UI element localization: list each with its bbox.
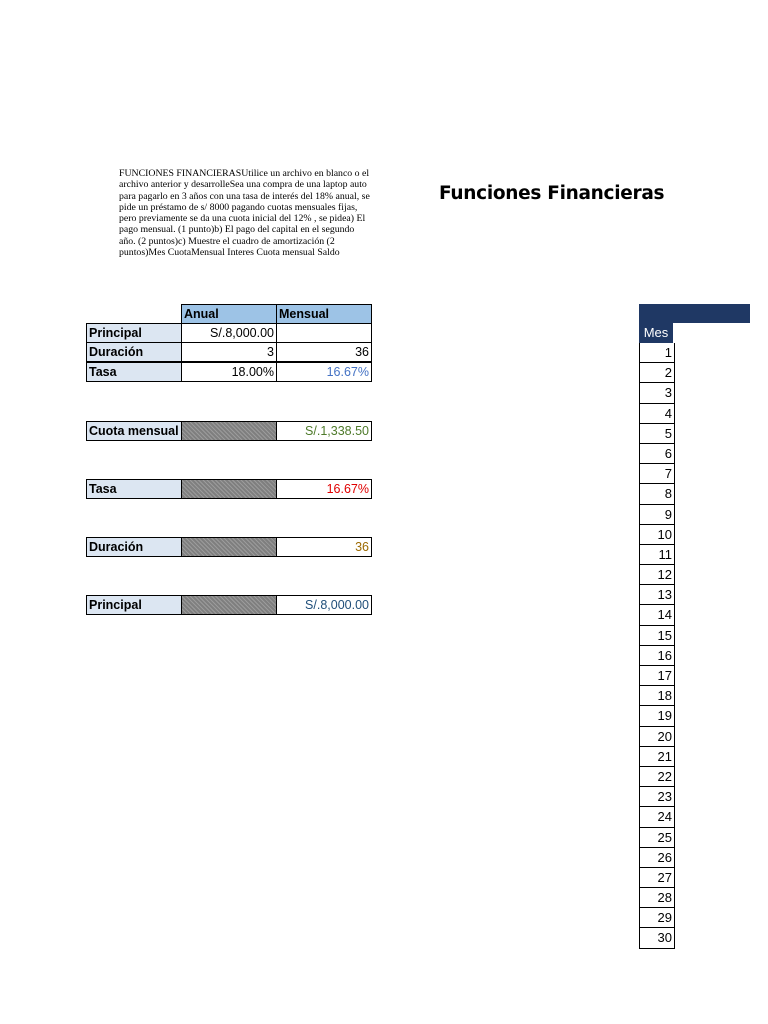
mes-row[interactable]: 29 <box>640 908 674 928</box>
mes-row[interactable]: 9 <box>640 505 674 525</box>
mes-row[interactable]: 16 <box>640 646 674 666</box>
mes-row[interactable]: 18 <box>640 686 674 706</box>
mes-row[interactable]: 11 <box>640 545 674 565</box>
mes-row[interactable]: 13 <box>640 585 674 605</box>
mes-row[interactable]: 17 <box>640 666 674 686</box>
cuota-hatched-cell[interactable] <box>181 421 277 441</box>
cuota-mensual-label[interactable]: Cuota mensual <box>86 421 182 441</box>
row-label-principal[interactable]: Principal <box>86 323 182 343</box>
mes-row[interactable]: 2 <box>640 363 674 383</box>
mes-row[interactable]: 27 <box>640 868 674 888</box>
mes-row[interactable]: 6 <box>640 444 674 464</box>
principal-mensual-cell[interactable] <box>276 323 372 343</box>
mes-row[interactable]: 15 <box>640 626 674 646</box>
mes-row[interactable]: 12 <box>640 565 674 585</box>
mes-row[interactable]: 21 <box>640 747 674 767</box>
tasa-hatched-cell[interactable] <box>181 479 277 499</box>
principal-result-value[interactable]: S/.8,000.00 <box>276 595 372 615</box>
mes-row[interactable]: 25 <box>640 828 674 848</box>
duracion-result-label[interactable]: Duración <box>86 537 182 557</box>
mes-row[interactable]: 20 <box>640 727 674 747</box>
row-label-tasa[interactable]: Tasa <box>86 362 182 382</box>
mes-row[interactable]: 24 <box>640 807 674 827</box>
mes-row[interactable]: 7 <box>640 464 674 484</box>
tasa-anual-cell[interactable]: 18.00% <box>181 362 277 382</box>
tasa-result-label[interactable]: Tasa <box>86 479 182 499</box>
duracion-anual-cell[interactable]: 3 <box>181 342 277 362</box>
row-label-duracion[interactable]: Duración <box>86 342 182 362</box>
mes-row[interactable]: 28 <box>640 888 674 908</box>
mes-row[interactable]: 22 <box>640 767 674 787</box>
mes-row[interactable]: 10 <box>640 525 674 545</box>
amortization-header-band <box>639 304 750 323</box>
mes-row[interactable]: 26 <box>640 848 674 868</box>
tasa-mensual-cell[interactable]: 16.67% <box>276 362 372 382</box>
principal-result-label[interactable]: Principal <box>86 595 182 615</box>
principal-hatched-cell[interactable] <box>181 595 277 615</box>
mes-row[interactable]: 5 <box>640 424 674 444</box>
duracion-result-value[interactable]: 36 <box>276 537 372 557</box>
mes-row[interactable]: 14 <box>640 605 674 625</box>
mes-column-header[interactable]: Mes <box>639 323 673 343</box>
cuota-mensual-value[interactable]: S/.1,338.50 <box>276 421 372 441</box>
mes-row[interactable]: 8 <box>640 484 674 504</box>
mes-row[interactable]: 4 <box>640 404 674 424</box>
mes-row[interactable]: 1 <box>640 343 674 363</box>
col-header-anual[interactable]: Anual <box>181 304 277 324</box>
tasa-result-value[interactable]: 16.67% <box>276 479 372 499</box>
mes-row[interactable]: 23 <box>640 787 674 807</box>
mes-row[interactable]: 19 <box>640 706 674 726</box>
col-header-mensual[interactable]: Mensual <box>276 304 372 324</box>
instructions-text: FUNCIONES FINANCIERASUtilice un archivo en blanco o el archivo anterior y desarrolleSea una compra de una laptop auto para pagarlo en 3 años con una tasa de interés del 18% anual, se pide un préstamo de s/ 8000 pagando cuotas mensuales fijas, pero previamente se da una cuota inicial del 12% , se pidea) El pago mensual. (1 punto)b) El pago del capital en el segundo año. (2 puntos)c) Muestre el cuadro de amortización (2 puntos)Mes CuotaMensual Interes Cuota mensual Saldo <box>119 168 370 259</box>
mes-column <box>639 343 675 949</box>
page-title: Funciones Financieras <box>439 183 665 204</box>
mes-row[interactable]: 30 <box>640 928 674 948</box>
mes-row[interactable]: 3 <box>640 383 674 403</box>
principal-anual-cell[interactable]: S/.8,000.00 <box>181 323 277 343</box>
duracion-mensual-cell[interactable]: 36 <box>276 342 372 362</box>
duracion-hatched-cell[interactable] <box>181 537 277 557</box>
